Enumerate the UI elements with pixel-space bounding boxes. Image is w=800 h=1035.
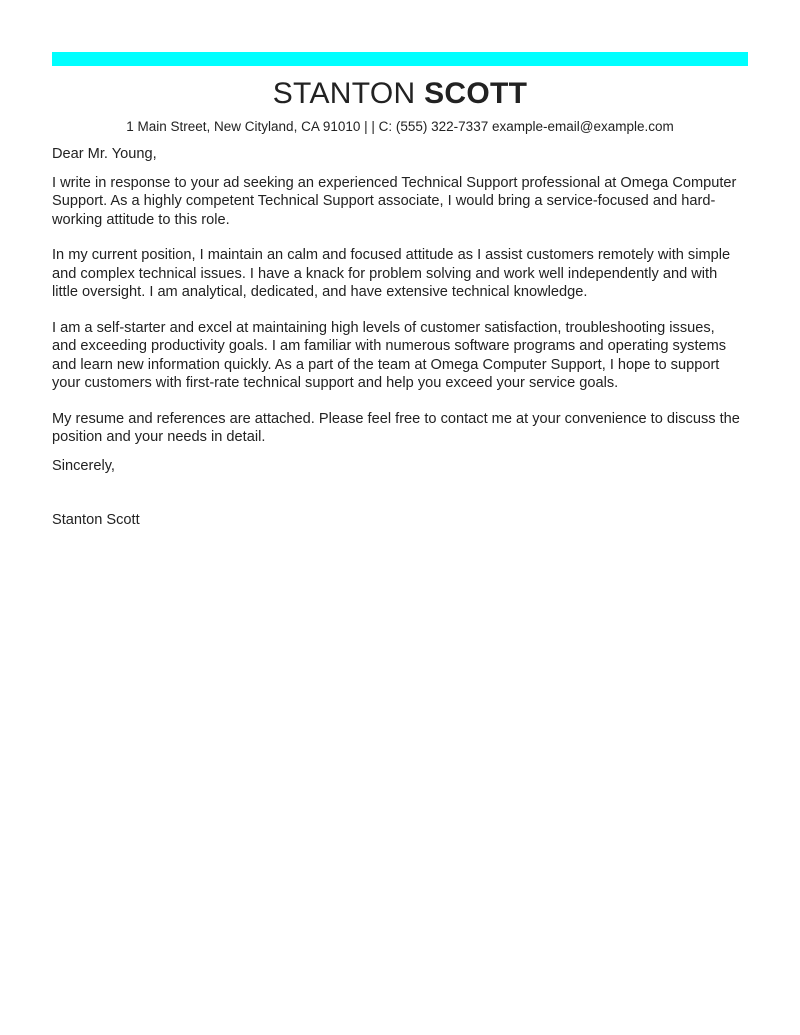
last-name: SCOTT (424, 77, 528, 110)
paragraph-closing-remarks: My resume and references are attached. Please feel free to contact me at your convenience to discuss the position and your needs in detail. (52, 410, 740, 445)
contact-info: 1 Main Street, New Cityland, CA 91010 | | C: (555) 322-7337 example-email@example.com (126, 119, 674, 134)
paragraph-current-position: In my current position, I maintain an calm and focused attitude as I assist customers remotely with simple and complex technical issues. I have a knack for problem solving and work well independently and with little oversight. I am analytical, dedicated, and have extensive technical knowledge. (52, 247, 731, 300)
closing: Sincerely, (52, 457, 115, 474)
letter-body (52, 145, 742, 530)
paragraph-qualifications: I am a self-starter and excel at maintaining high levels of customer satisfaction, troubleshooting issues, and exceeding productivity goals. I am familiar with numerous software programs and operating systems and learn new information quickly. As a part of the team at Omega Computer Support, I hope to support your customers with first-rate technical support and help you exceed your service goals. (52, 319, 727, 391)
paragraph-intro: I write in response to your ad seeking an experienced Technical Support professional at Omega Computer Support. As a highly competent Technical Support associate, I would bring a service-focused and hard-working attitude to this role. (52, 174, 737, 228)
salutation: Dear Mr. Young, (52, 146, 157, 162)
first-name: STANTON (272, 77, 416, 110)
signature: Stanton Scott (52, 512, 140, 528)
applicant-name (52, 76, 748, 112)
accent-bar (52, 52, 748, 66)
